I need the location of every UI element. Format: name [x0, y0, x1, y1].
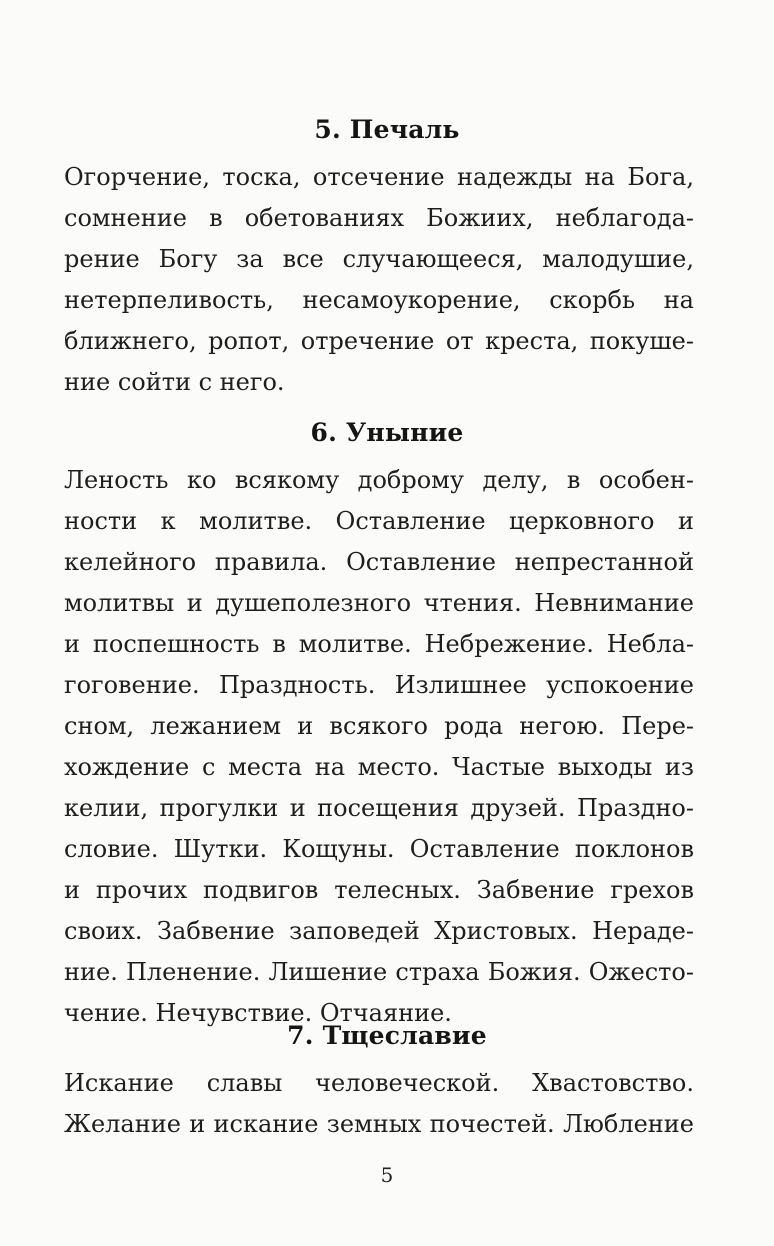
text-line: нетерпеливость, несамоукорение, скорбь на — [64, 286, 694, 314]
text-line: Леность ко всякому доброму делу, в особен- — [64, 466, 694, 494]
text-line: ности к молитве. Оставление церковного и — [64, 507, 694, 535]
page-number: 5 — [380, 1163, 394, 1187]
text-line: молитвы и душеполезного чтения. Невнимание — [64, 589, 694, 617]
text-line: ближнего, ропот, отречение от креста, покуше- — [64, 327, 694, 355]
text-line: рение Богу за все случающееся, малодушие, — [64, 245, 694, 273]
text-line: Желание и искание земных почестей. Любление — [64, 1110, 694, 1138]
text-line: своих. Забвение заповедей Христовых. Нераде- — [64, 917, 694, 945]
text-line: гоговение. Праздность. Излишнее успокоение — [64, 671, 694, 699]
section-heading-unynie: 6. Уныние — [310, 418, 464, 447]
text-line: ние. Пленение. Лишение страха Божия. Ожесто- — [64, 958, 694, 986]
text-line: келейного правила. Оставление непрестанной — [64, 548, 694, 576]
text-line: и поспешность в молитве. Небрежение. Небла- — [64, 630, 694, 658]
section-heading-pechal: 5. Печаль — [314, 115, 460, 144]
text-line: келии, прогулки и посещения друзей. Праздно- — [64, 794, 694, 822]
text-line: словие. Шутки. Кощуны. Оставление поклонов — [64, 835, 694, 863]
text-line: ние сойти с него. — [64, 368, 285, 396]
text-line: и прочих подвигов телесных. Забвение грехов — [64, 876, 694, 904]
section-heading-tshcheslavie: 7. Тщеславие — [287, 1021, 487, 1050]
text-line: Огорчение, тоска, отсечение надежды на Бога, — [64, 163, 694, 191]
text-line: хождение с места на место. Частые выходы из — [64, 753, 694, 781]
text-line: чение. Нечувствие. Отчаяние. — [64, 999, 452, 1027]
text-line: Искание славы человеческой. Хвастовство. — [64, 1069, 694, 1097]
text-line: сомнение в обетованиях Божиих, неблагода- — [64, 204, 694, 232]
text-line: сном, лежанием и всякого рода негою. Пере- — [64, 712, 694, 740]
